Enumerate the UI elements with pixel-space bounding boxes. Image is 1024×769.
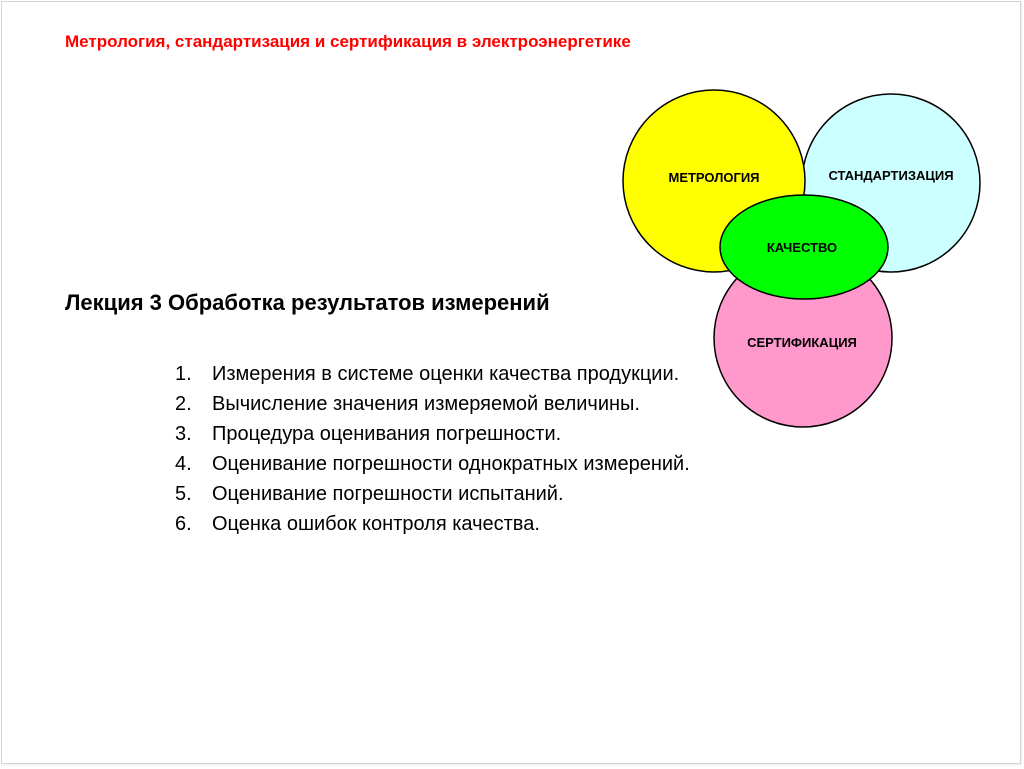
list-item-text: Оценивание погрешности испытаний. [212, 483, 564, 505]
list-item-number: 1. [175, 363, 192, 385]
list-item-text: Измерения в системе оценки качества продукции. [212, 363, 680, 385]
label-standardization: СТАНДАРТИЗАЦИЯ [828, 168, 954, 183]
list-item-number: 4. [175, 453, 192, 475]
label-certification: СЕРТИФИКАЦИЯ [747, 335, 857, 350]
list-item-text: Процедура оценивания погрешности. [212, 423, 562, 445]
list-item [175, 389, 852, 419]
slide [1, 1, 1021, 764]
list-item-number: 2. [175, 393, 192, 415]
list-item-text: Оценивание погрешности однократных измерений. [212, 453, 690, 475]
list-item-number: 5. [175, 483, 192, 505]
label-quality: КАЧЕСТВО [766, 240, 838, 255]
topics-list [175, 359, 852, 539]
list-item-number: 6. [175, 513, 192, 535]
lecture-title: Лекция 3 Обработка результатов измерений [65, 290, 550, 315]
list-item-text: Вычисление значения измеряемой величины. [212, 393, 640, 415]
list-item-number: 3. [175, 423, 192, 445]
header-title: Метрология, стандартизация и сертификация в электроэнергетике [65, 32, 631, 51]
label-metrology: МЕТРОЛОГИЯ [668, 170, 760, 185]
list-item [175, 449, 852, 479]
list-item-text: Оценка ошибок контроля качества. [212, 513, 540, 535]
list-item [175, 359, 852, 389]
list-item [175, 509, 852, 539]
list-item [175, 479, 852, 509]
list-item [175, 419, 852, 449]
